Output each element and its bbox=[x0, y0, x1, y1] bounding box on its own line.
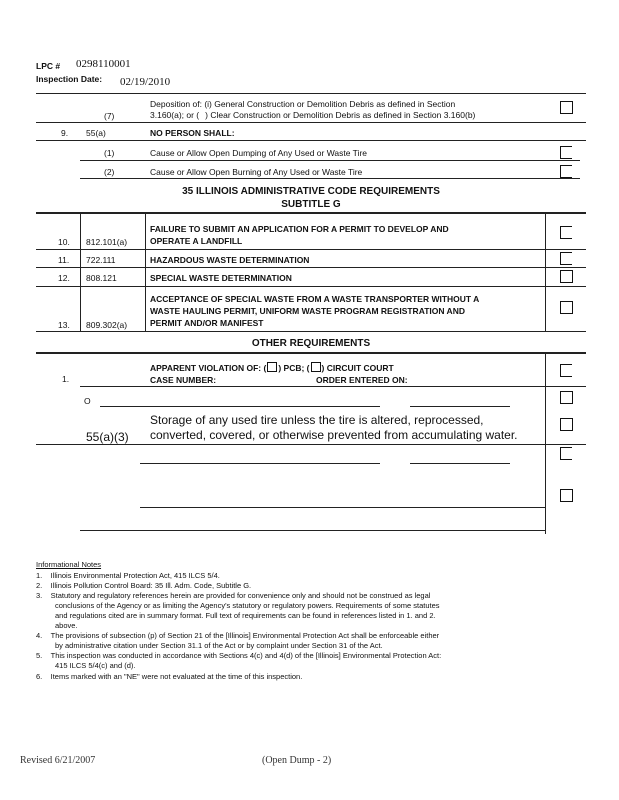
other-checkbox[interactable] bbox=[560, 364, 572, 377]
note-5: 5. This inspection was conducted in accordance with Sections 4(c) and 4(d) of the [Illinois] Environmental Protection Act: bbox=[36, 651, 442, 660]
note-3-line4: above. bbox=[55, 621, 78, 630]
handwritten-line1: Storage of any used tire unless the tire is altered, reprocessed, bbox=[150, 413, 484, 427]
other-checkbox-4[interactable] bbox=[560, 447, 572, 460]
case-number-label: CASE NUMBER: bbox=[150, 375, 217, 385]
divider bbox=[100, 406, 380, 407]
note-5-line2: 415 ILCS 5/4(c) and (d). bbox=[55, 661, 136, 670]
divider bbox=[36, 212, 586, 214]
row13-line3: PERMIT AND/OR MANIFEST bbox=[150, 318, 264, 328]
other-checkbox-2[interactable] bbox=[560, 391, 573, 404]
row13-num: 13. bbox=[58, 320, 70, 330]
row10-line2: OPERATE A LANDFILL bbox=[150, 236, 243, 246]
other-checkbox-3[interactable] bbox=[560, 418, 573, 431]
divider bbox=[140, 463, 380, 464]
divider bbox=[80, 386, 586, 387]
apparent-violation: APPARENT VIOLATION OF: ( ) PCB; ( ) CIRCUIT COURT bbox=[150, 363, 394, 373]
note-4-line2: by administrative citation under Section 31.1 of the Act or by complaint under Section 31 of the Act. bbox=[55, 641, 383, 650]
divider bbox=[36, 444, 586, 445]
row7-text1: Deposition of: (i) General Construction or Demolition Debris as defined in Section bbox=[150, 99, 456, 109]
inspection-date-label: Inspection Date: bbox=[36, 74, 103, 84]
handwritten-sec: 55(a)(3) bbox=[86, 430, 129, 444]
row7-text2: 3.160(a); or ( ) Clear Construction or Demolition Debris as defined in Section 3.160(b) bbox=[150, 110, 476, 120]
note-1: 1. Illinois Environmental Protection Act, 415 ILCS 5/4. bbox=[36, 571, 220, 580]
other-checkbox-5[interactable] bbox=[560, 489, 573, 502]
o-mark: O bbox=[84, 396, 91, 406]
row9-1-checkbox[interactable] bbox=[560, 146, 572, 159]
row9-2-sub: (2) bbox=[104, 167, 115, 177]
lpc-number: 0298110001 bbox=[76, 58, 131, 70]
row12-sec: 808.121 bbox=[86, 273, 117, 283]
admin-section-subtitle: SUBTITLE G bbox=[281, 199, 341, 210]
divider bbox=[410, 406, 510, 407]
row7-sub: (7) bbox=[104, 111, 115, 121]
column-line bbox=[545, 214, 546, 331]
row13-sec: 809.302(a) bbox=[86, 320, 128, 330]
row13-checkbox[interactable] bbox=[560, 301, 573, 314]
divider bbox=[36, 331, 586, 332]
column-line bbox=[145, 214, 146, 331]
other-section-title: OTHER REQUIREMENTS bbox=[251, 338, 371, 349]
row12-checkbox[interactable] bbox=[560, 270, 573, 283]
divider bbox=[36, 286, 586, 287]
lpc-label: LPC # bbox=[36, 61, 61, 71]
divider bbox=[80, 530, 545, 531]
row9-num: 9. bbox=[61, 128, 69, 138]
divider bbox=[36, 267, 586, 268]
admin-section-title: 35 ILLINOIS ADMINISTRATIVE CODE REQUIREMENTS bbox=[182, 186, 440, 197]
note-4: 4. The provisions of subsection (p) of Section 21 of the [Illinois] Environmental Protection Act shall be enforceable either bbox=[36, 631, 440, 640]
note-6: 6. Items marked with an "NE" were not evaluated at the time of this inspection. bbox=[36, 672, 303, 681]
divider bbox=[36, 249, 586, 250]
row12-num: 12. bbox=[58, 273, 70, 283]
row11-checkbox[interactable] bbox=[560, 252, 572, 265]
row10-sec: 812.101(a) bbox=[86, 237, 128, 247]
row10-checkbox[interactable] bbox=[560, 226, 572, 239]
note-2: 2. Illinois Pollution Control Board: 35 Ill. Adm. Code, Subtitle G. bbox=[36, 581, 252, 590]
row9-1-text: Cause or Allow Open Dumping of Any Used or Waste Tire bbox=[150, 148, 368, 158]
divider bbox=[36, 352, 586, 354]
divider bbox=[36, 93, 586, 94]
note-3-line2: conclusions of the Agency or as limiting the Agency's statutory or regulatory powers. Requirements of some statutes bbox=[55, 601, 440, 610]
row9-2-text: Cause or Allow Open Burning of Any Used or Waste Tire bbox=[150, 167, 363, 177]
row9-text: NO PERSON SHALL: bbox=[150, 128, 235, 138]
row9-2-checkbox[interactable] bbox=[560, 165, 572, 178]
row9-sec: 55(a) bbox=[86, 128, 106, 138]
notes-title: Informational Notes bbox=[36, 560, 102, 569]
divider bbox=[80, 178, 580, 179]
row11-sec: 722.111 bbox=[86, 255, 116, 265]
revised-date: Revised 6/21/2007 bbox=[20, 755, 96, 766]
divider bbox=[80, 160, 580, 161]
order-entered-label: ORDER ENTERED ON: bbox=[316, 375, 408, 385]
inspection-date-value: 02/19/2010 bbox=[120, 76, 171, 88]
divider bbox=[140, 507, 545, 508]
divider bbox=[410, 463, 510, 464]
row12-line1: SPECIAL WASTE DETERMINATION bbox=[150, 273, 292, 283]
other-num: 1. bbox=[62, 374, 70, 384]
row10-num: 10. bbox=[58, 237, 70, 247]
note-3-line3: and regulations cited are in summary format. Full text of requirements can be found in references listed in 1. and 2. bbox=[55, 611, 436, 620]
handwritten-line2: converted, covered, or otherwise prevented from accumulating water. bbox=[150, 428, 518, 442]
row13-line1: ACCEPTANCE OF SPECIAL WASTE FROM A WASTE TRANSPORTER WITHOUT A bbox=[150, 294, 480, 304]
row9-1-sub: (1) bbox=[104, 148, 115, 158]
page-label: (Open Dump - 2) bbox=[262, 755, 332, 766]
row11-num: 11. bbox=[58, 255, 70, 265]
note-3: 3. Statutory and regulatory references herein are provided for convenience only and should not be construed as legal bbox=[36, 591, 431, 600]
divider bbox=[36, 122, 586, 123]
divider bbox=[36, 140, 586, 141]
row10-line1: FAILURE TO SUBMIT AN APPLICATION FOR A PERMIT TO DEVELOP AND bbox=[150, 224, 449, 234]
row13-line2: WASTE HAULING PERMIT, UNIFORM WASTE PROGRAM REGISTRATION AND bbox=[150, 306, 465, 316]
column-line bbox=[80, 214, 81, 331]
row7-checkbox[interactable] bbox=[560, 101, 573, 114]
row11-line1: HAZARDOUS WASTE DETERMINATION bbox=[150, 255, 310, 265]
